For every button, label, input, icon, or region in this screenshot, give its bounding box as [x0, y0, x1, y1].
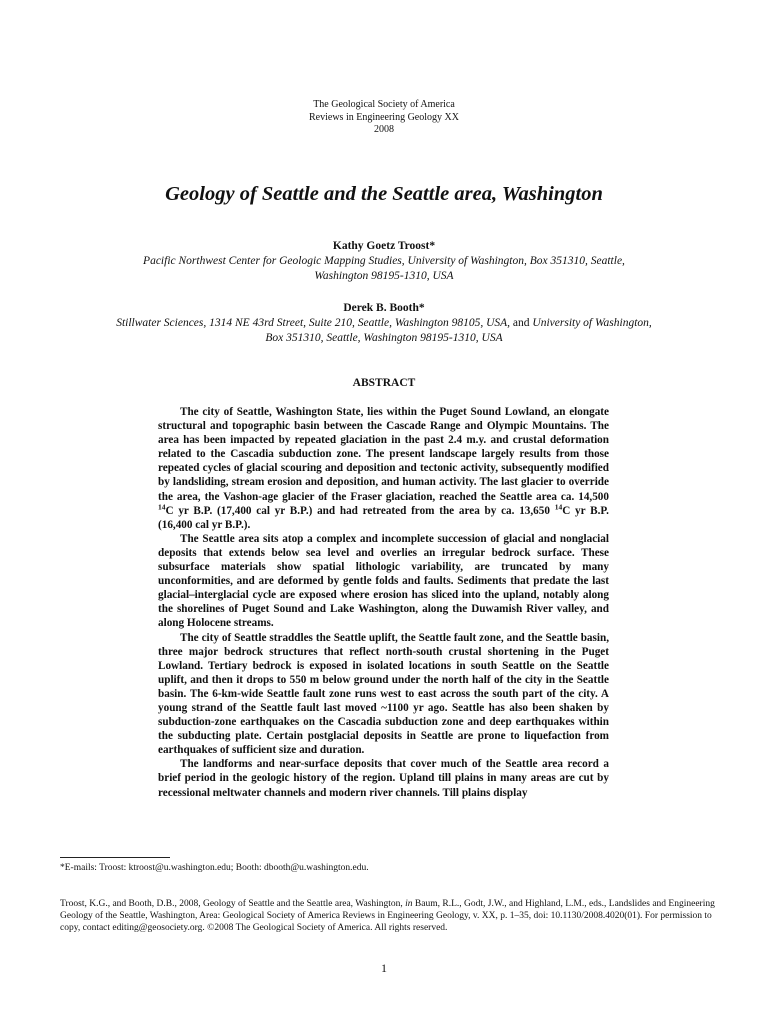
citation-block: Troost, K.G., and Booth, D.B., 2008, Geology of Seattle and the Seattle area, Washington, in Baum, R.L., Godt, J.W., and Highland, L.M., eds., Landslides and Engineering Geology of the Seattle, Washington, Area: Geological Society of America Reviews in Engineering Geology, v. XX, p. 1–35, doi: 10.1130/2008.4020(01). For permission to copy, contact editing@geosociety.org. ©2008 The Geological Society of America. All rights reserved. — [60, 899, 715, 934]
society-name: The Geological Society of America — [313, 99, 455, 110]
author-block-1 — [0, 239, 768, 284]
author-affiliation: Pacific Northwest Center for Geologic Mapping Studies, University of Washington, Box 351310, Seattle, Washington 98195-1310, USA — [143, 255, 625, 282]
paper-title: Geology of Seattle and the Seattle area, Washington — [165, 183, 603, 205]
author-block-2 — [0, 301, 768, 346]
author-name: Kathy Goetz Troost* — [332, 240, 436, 252]
publication-year: 2008 — [374, 124, 394, 135]
page-number: 1 — [381, 961, 387, 975]
abstract-paragraph: The city of Seattle straddles the Seattle uplift, the Seattle fault zone, and the Seattle basin, three major bedrock structures that reflect north-south crustal shortening in the Puget Lowland. Tertiary bedrock is exposed in isolated locations in south Seattle on the Seattle uplift, and then it drops to 550 m below ground under the north half of the city in the Seattle basin. The 6-km-wide Seattle fault zone runs west to east across the south part of the city. A young strand of the Seattle fault last moved ~1100 yr ago. Seattle has also been shaken by subduction-zone earthquakes on the Cascadia subduction zone and deep earthquakes within the subducting plate. Certain postglacial deposits in Seattle are prone to liquefaction from earthquakes of sufficient size and duration. — [158, 631, 609, 757]
abstract-body — [158, 405, 609, 800]
author-name: Derek B. Booth* — [343, 302, 425, 314]
footnote-divider — [60, 857, 170, 858]
abstract-heading: ABSTRACT — [352, 377, 416, 389]
abstract-paragraph: The city of Seattle, Washington State, lies within the Puget Sound Lowland, an elongate structural and topographic basin between the Cascade Range and Olympic Mountains. The area has been impacted by repeated glaciation in the past 2.4 m.y. and crustal deformation related to the Cascadia subduction zone. The present landscape largely results from those repeated cycles of glacial scouring and deposition and tectonic activity, subsequently modified by landsliding, stream erosion and deposition, and human activity. The last glacier to override the area, the Vashon-age glacier of the Fraser glaciation, reached the Seattle area ca. 14,500 $^{14}$C yr B.P. (17,400 cal yr B.P.) and had retreated from the area by ca. 13,650 $^{14}$C yr B.P. (16,400 cal yr B.P.). — [158, 406, 609, 531]
abstract-paragraph: The Seattle area sits atop a complex and incomplete succession of glacial and nonglacial deposits that extends below sea level and overlies an irregular bedrock surface. These subsurface materials show spatial lithologic variability, are truncated by many unconformities, and are deformed by gentle folds and faults. Sediments that predate the last glacial–interglacial cycle are exposed where erosion has sliced into the upland, notably along the shorelines of Puget Sound and Lake Washington, along the Duwamish River valley, and along Holocene streams. — [158, 532, 609, 630]
email-footnote: *E-mails: Troost: ktroost@u.washington.edu; Booth: dbooth@u.washington.edu. — [60, 863, 369, 873]
series-name: Reviews in Engineering Geology XX — [309, 111, 459, 123]
abstract-paragraph: The landforms and near-surface deposits that cover much of the Seattle area record a brief period in the geologic history of the region. Upland till plains in many areas are cut by recessional meltwater channels and modern river channels. Till plains display — [158, 758, 609, 799]
journal-header — [0, 99, 768, 137]
author-affiliation: Stillwater Sciences, 1314 NE 43rd Street, Suite 210, Seattle, Washington 98105, USA, and University of Washington, Box 351310, Seattle, Washington 98195-1310, USA — [116, 317, 652, 344]
